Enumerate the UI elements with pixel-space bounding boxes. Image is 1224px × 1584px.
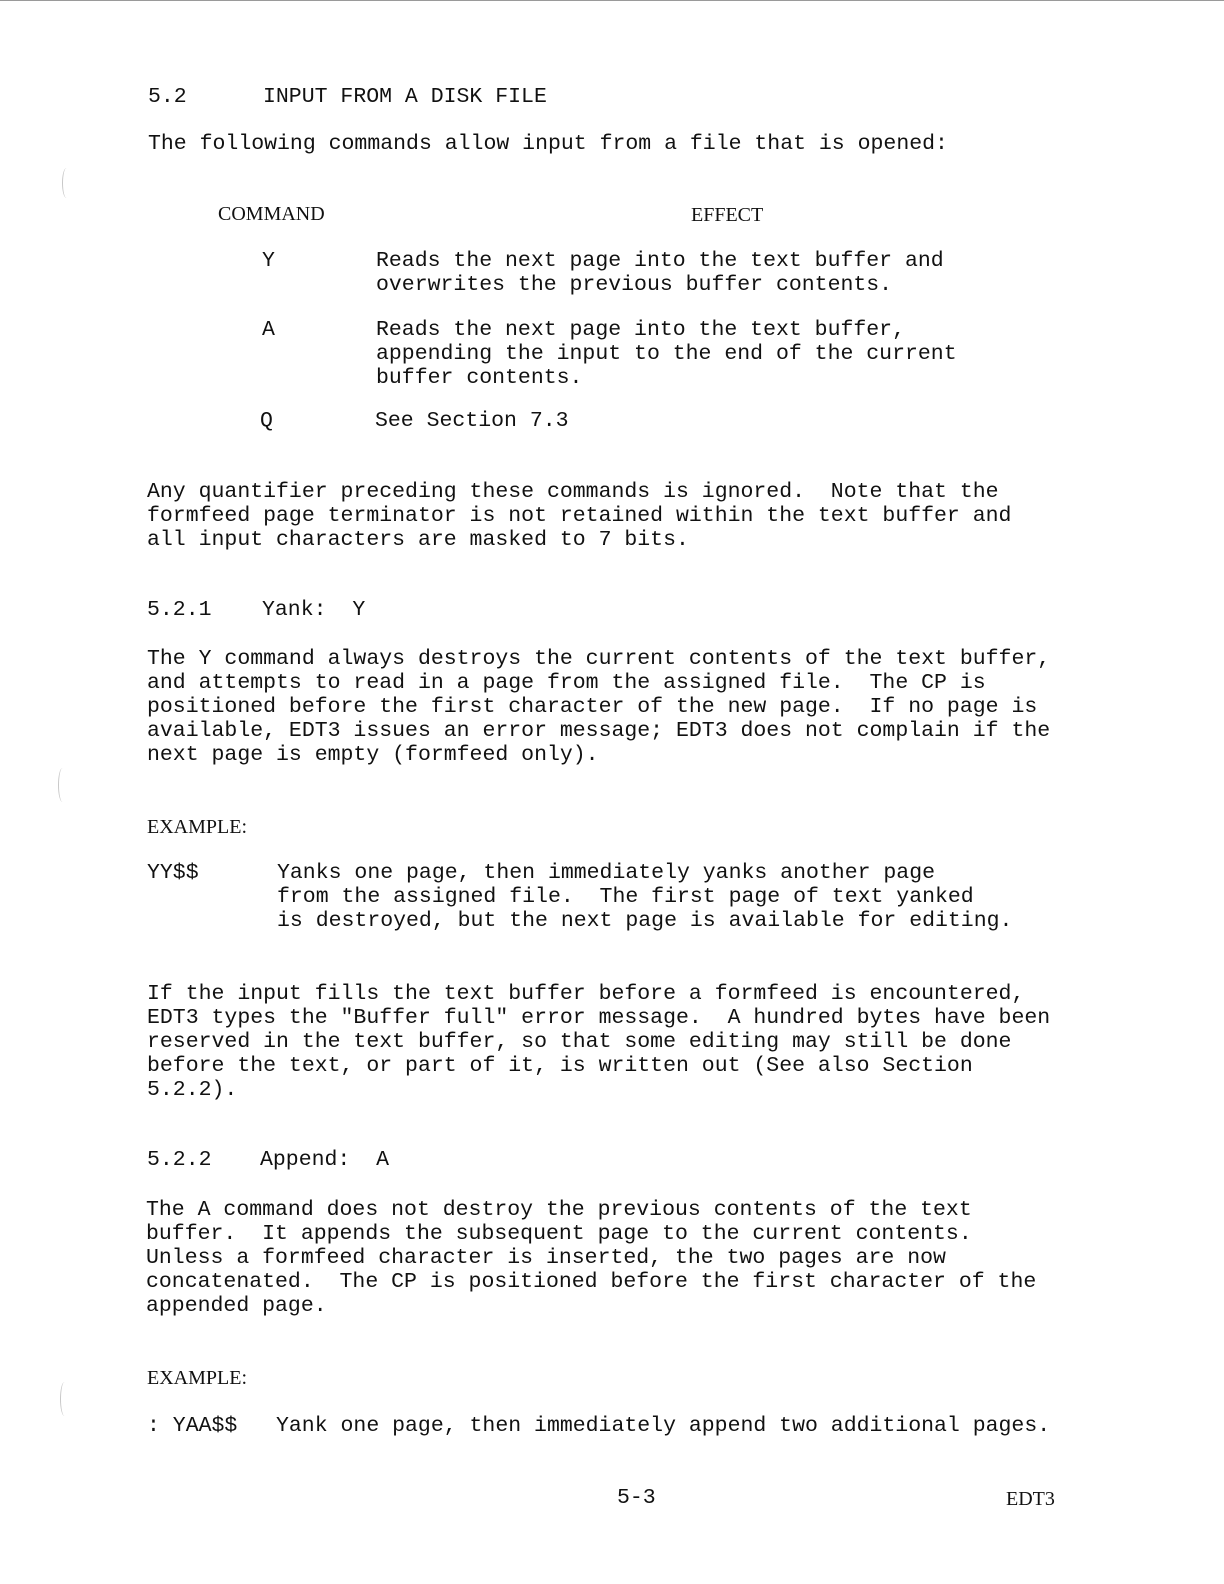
scan-mark xyxy=(60,1382,69,1416)
note-paragraph: Any quantifier preceding these commands is ignored. Note that the formfeed page terminator is not retained within the text buffer and all input characters are masked to 7 bits. xyxy=(147,480,1012,552)
table-row-command: A xyxy=(262,318,275,342)
section-title: INPUT FROM A DISK FILE xyxy=(263,85,547,109)
subsection-number: 5.2.2 xyxy=(147,1148,212,1172)
table-row-command: Q xyxy=(260,409,273,433)
example-command: : YAA$$ xyxy=(147,1414,238,1438)
table-header-effect: EFFECT xyxy=(691,204,764,226)
subsection-title: Append: A xyxy=(260,1148,390,1172)
scan-mark xyxy=(58,768,67,802)
subsection-title: Yank: Y xyxy=(262,598,366,622)
scan-top-edge xyxy=(0,0,1224,1)
example-description: Yanks one page, then immediately yanks another page from the assigned file. The first page of text yanked is destroyed, but the next page is available for editing. xyxy=(277,861,1013,933)
table-header-command: COMMAND xyxy=(218,203,325,225)
section-number: 5.2 xyxy=(148,85,187,109)
table-row-command: Y xyxy=(262,249,275,273)
section-intro: The following commands allow input from a file that is opened: xyxy=(148,132,948,156)
append-paragraph: The A command does not destroy the previous contents of the text buffer. It appends the subsequent page to the current contents. Unless a formfeed character is inserted, the two pages are now concatenated. The CP is positioned before the first character of the appended page. xyxy=(146,1198,1037,1318)
document-name: EDT3 xyxy=(1006,1488,1055,1510)
example-description: Yank one page, then immediately append two additional pages. xyxy=(276,1414,1051,1438)
table-row-effect: Reads the next page into the text buffer, appending the input to the end of the current buffer contents. xyxy=(376,318,957,390)
example-label: EXAMPLE: xyxy=(147,816,247,838)
example-label: EXAMPLE: xyxy=(147,1367,247,1389)
page-number: 5-3 xyxy=(617,1486,656,1510)
subsection-number: 5.2.1 xyxy=(147,598,212,622)
buffer-full-paragraph: If the input fills the text buffer before a formfeed is encountered, EDT3 types the "Buffer full" error message. A hundred bytes have been reserved in the text buffer, so that some editing may still be done before the text, or part of it, is written out (See also Section 5.2.2). xyxy=(147,982,1051,1102)
yank-paragraph: The Y command always destroys the current contents of the text buffer, and attempts to read in a page from the assigned file. The CP is positioned before the first character of the new page. If no page is available, EDT3 issues an error message; EDT3 does not complain if the next page is empty (formfeed only). xyxy=(147,647,1051,767)
scan-mark xyxy=(62,168,71,198)
example-command: YY$$ xyxy=(147,861,199,885)
table-row-effect: See Section 7.3 xyxy=(375,409,569,433)
table-row-effect: Reads the next page into the text buffer and overwrites the previous buffer contents. xyxy=(376,249,944,297)
